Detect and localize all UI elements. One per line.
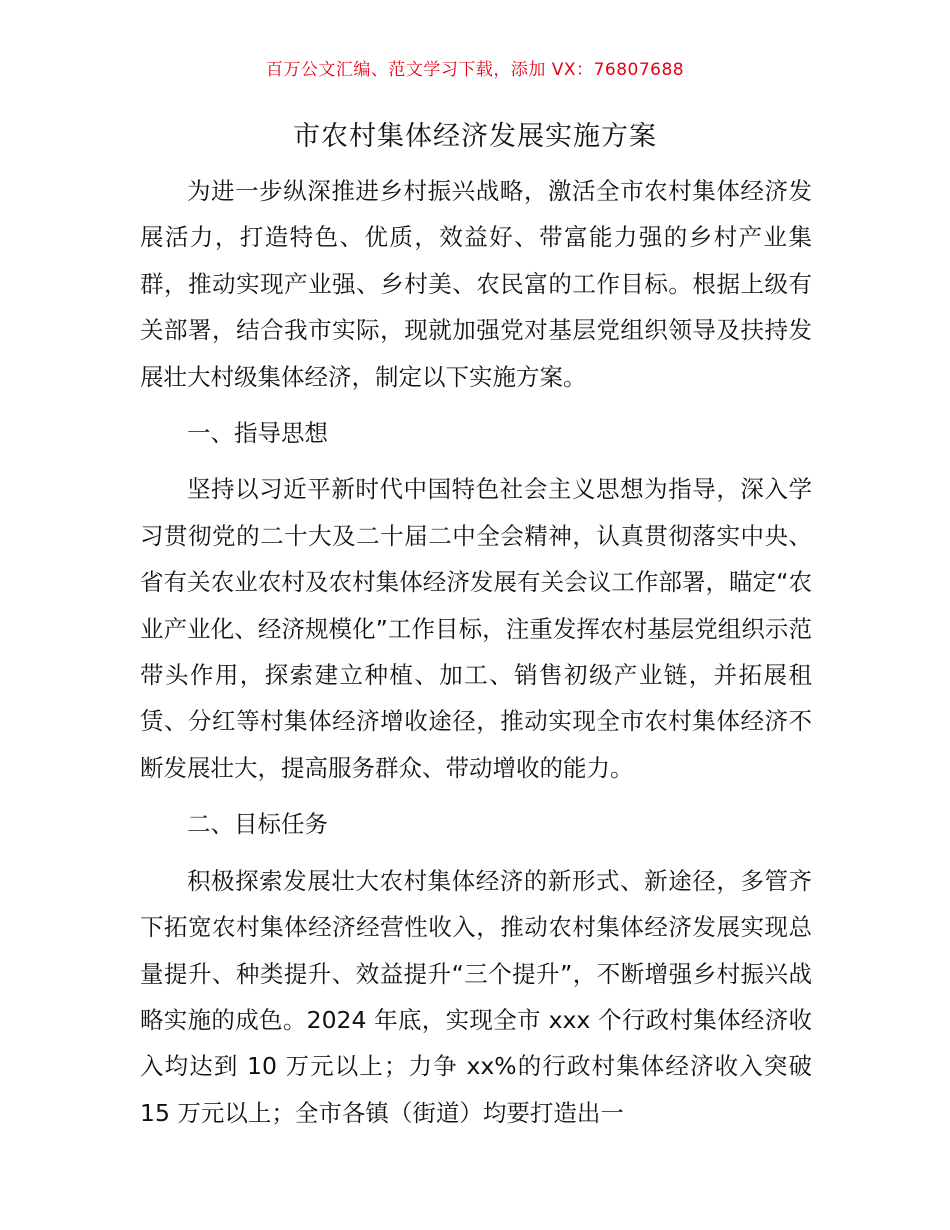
section-heading-goals-tasks: 二、目标任务 xyxy=(187,810,328,839)
guiding-ideology-paragraph: 坚持以习近平新时代中国特色社会主义思想为指导，深入学习贯彻党的二十大及二十届二中全会精神，认真贯彻落实中央、省有关农业农村及农村集体经济发展有关会议工作部署，瞄定“农业产业化、经济规模化”工作目标，注重发挥农村基层党组织示范带头作用，探索建立种植、加工、销售初级产业链，并拓展租赁、分红等村集体经济增收途径，推动实现全市农村集体经济不断发展壮大，提高服务群众、带动增收的能力。 xyxy=(140,475,812,782)
section-heading-guiding-ideology: 一、指导思想 xyxy=(187,419,328,448)
goals-tasks-paragraph: 积极探索发展壮大农村集体经济的新形式、新途径，多管齐下拓宽农村集体经济经营性收入，推动农村集体经济发展实现总量提升、种类提升、效益提升“三个提升”，不断增强乡村振兴战略实施的成色。2024 年底，实现全市 xxx 个行政村集体经济收入均达到 10 万元以上；力争 xx%的行政村集体经济收入突破 15 万元以上；全市各镇（街道）均要打造出一 xyxy=(140,866,812,1127)
document-title: 市农村集体经济发展实施方案 xyxy=(293,121,657,152)
document-body xyxy=(140,168,812,1136)
watermark-banner: 百万公文汇编、范文学习下载，添加 VX：76807688 xyxy=(265,60,685,80)
intro-paragraph: 为进一步纵深推进乡村振兴战略，激活全市农村集体经济发展活力，打造特色、优质，效益好、带富能力强的乡村产业集群，推动实现产业强、乡村美、农民富的工作目标。根据上级有关部署，结合我市实际，现就加强党对基层党组织领导及扶持发展壮大村级集体经济，制定以下实施方案。 xyxy=(140,177,812,391)
